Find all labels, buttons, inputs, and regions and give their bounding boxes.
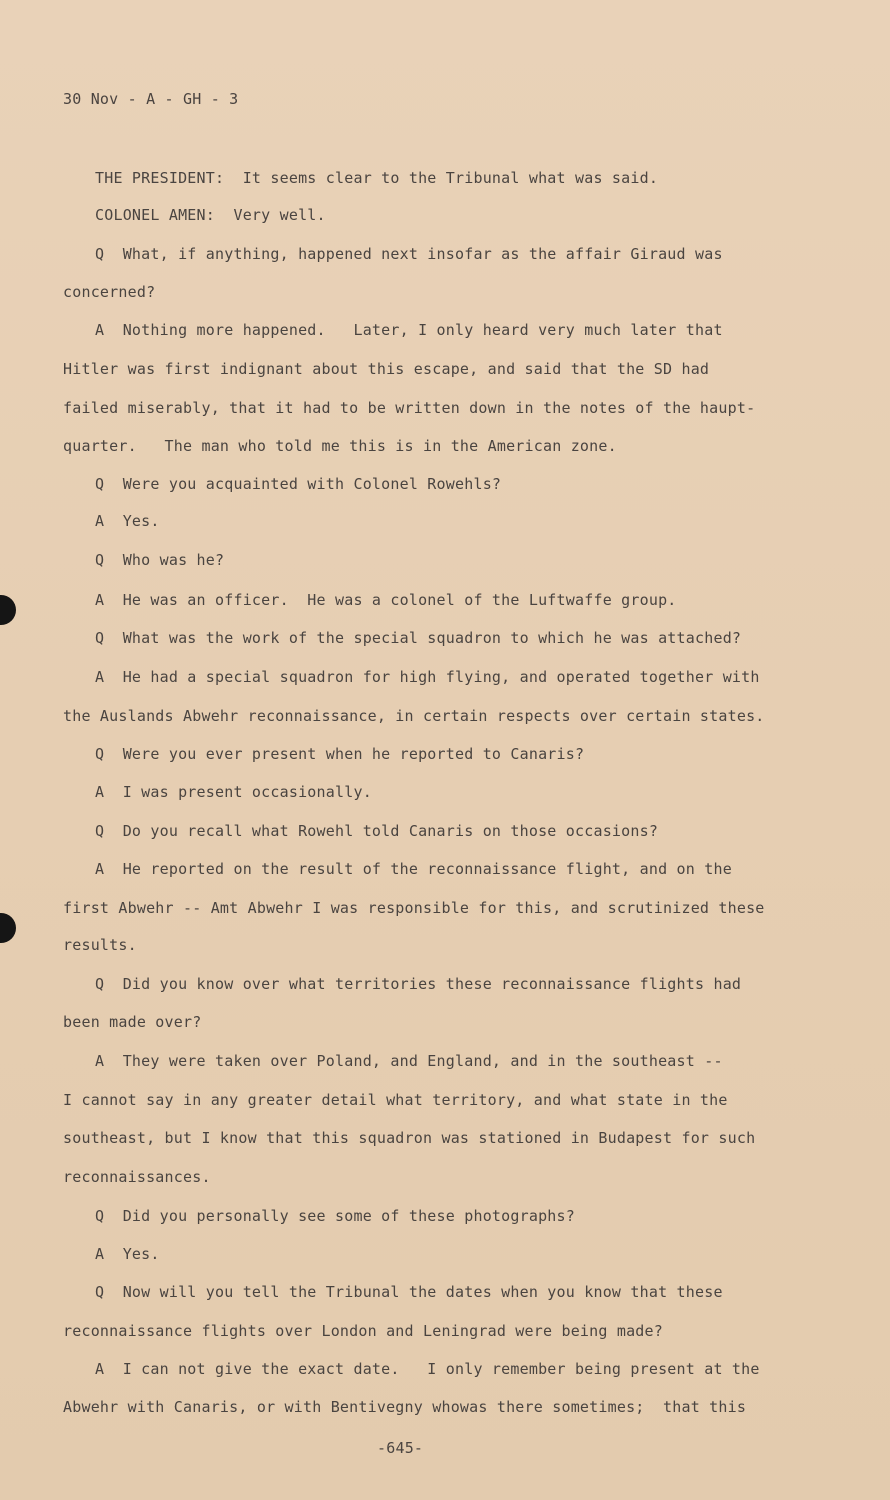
transcript-line: Q Were you ever present when he reported to Canaris? (95, 745, 585, 763)
transcript-line: A Yes. (95, 512, 160, 530)
transcript-line: Abwehr with Canaris, or with Bentivegny whowas there sometimes; that this (63, 1398, 747, 1416)
transcript-line: reconnaissance flights over London and Leningrad were being made? (63, 1322, 663, 1340)
transcript-line: A He was an officer. He was a colonel of the Luftwaffe group. (95, 591, 677, 609)
binder-hole (0, 595, 16, 625)
transcript-line: Q Who was he? (95, 551, 225, 569)
transcript-line: A I was present occasionally. (95, 783, 372, 801)
transcript-line: first Abwehr -- Amt Abwehr I was responsible for this, and scrutinized these (63, 899, 765, 917)
transcript-line: THE PRESIDENT: It seems clear to the Tribunal what was said. (95, 169, 659, 187)
transcript-line: A They were taken over Poland, and England, and in the southeast -- (95, 1052, 723, 1070)
transcript-line: concerned? (63, 283, 156, 301)
transcript-line: A He had a special squadron for high flying, and operated together with (95, 668, 760, 686)
page-header: 30 Nov - A - GH - 3 (63, 90, 239, 108)
transcript-line: COLONEL AMEN: Very well. (95, 206, 326, 224)
transcript-line: A I can not give the exact date. I only remember being present at the (95, 1360, 760, 1378)
transcript-line: A Yes. (95, 1245, 160, 1263)
transcript-line: I cannot say in any greater detail what territory, and what state in the (63, 1091, 728, 1109)
transcript-line: Q Did you personally see some of these photographs? (95, 1207, 575, 1225)
page-number: -645- (377, 1439, 424, 1457)
transcript-line: the Auslands Abwehr reconnaissance, in certain respects over certain states. (63, 707, 765, 725)
transcript-line: Q Now will you tell the Tribunal the dates when you know that these (95, 1283, 723, 1301)
transcript-line: Q What was the work of the special squadron to which he was attached? (95, 629, 742, 647)
transcript-line: quarter. The man who told me this is in the American zone. (63, 437, 617, 455)
transcript-line: southeast, but I know that this squadron was stationed in Budapest for such (63, 1129, 756, 1147)
transcript-line: Q Did you know over what territories these reconnaissance flights had (95, 975, 742, 993)
transcript-line: A Nothing more happened. Later, I only heard very much later that (95, 321, 723, 339)
transcript-line: Q Do you recall what Rowehl told Canaris on those occasions? (95, 822, 659, 840)
transcript-line: failed miserably, that it had to be written down in the notes of the haupt- (63, 399, 756, 417)
transcript-line: A He reported on the result of the reconnaissance flight, and on the (95, 860, 732, 878)
transcript-line: reconnaissances. (63, 1168, 211, 1186)
transcript-line: Q Were you acquainted with Colonel Rowehls? (95, 475, 502, 493)
transcript-line: Q What, if anything, happened next insofar as the affair Giraud was (95, 245, 723, 263)
transcript-line: been made over? (63, 1013, 202, 1031)
binder-hole (0, 913, 16, 943)
transcript-line: Hitler was first indignant about this escape, and said that the SD had (63, 360, 710, 378)
transcript-line: results. (63, 936, 137, 954)
